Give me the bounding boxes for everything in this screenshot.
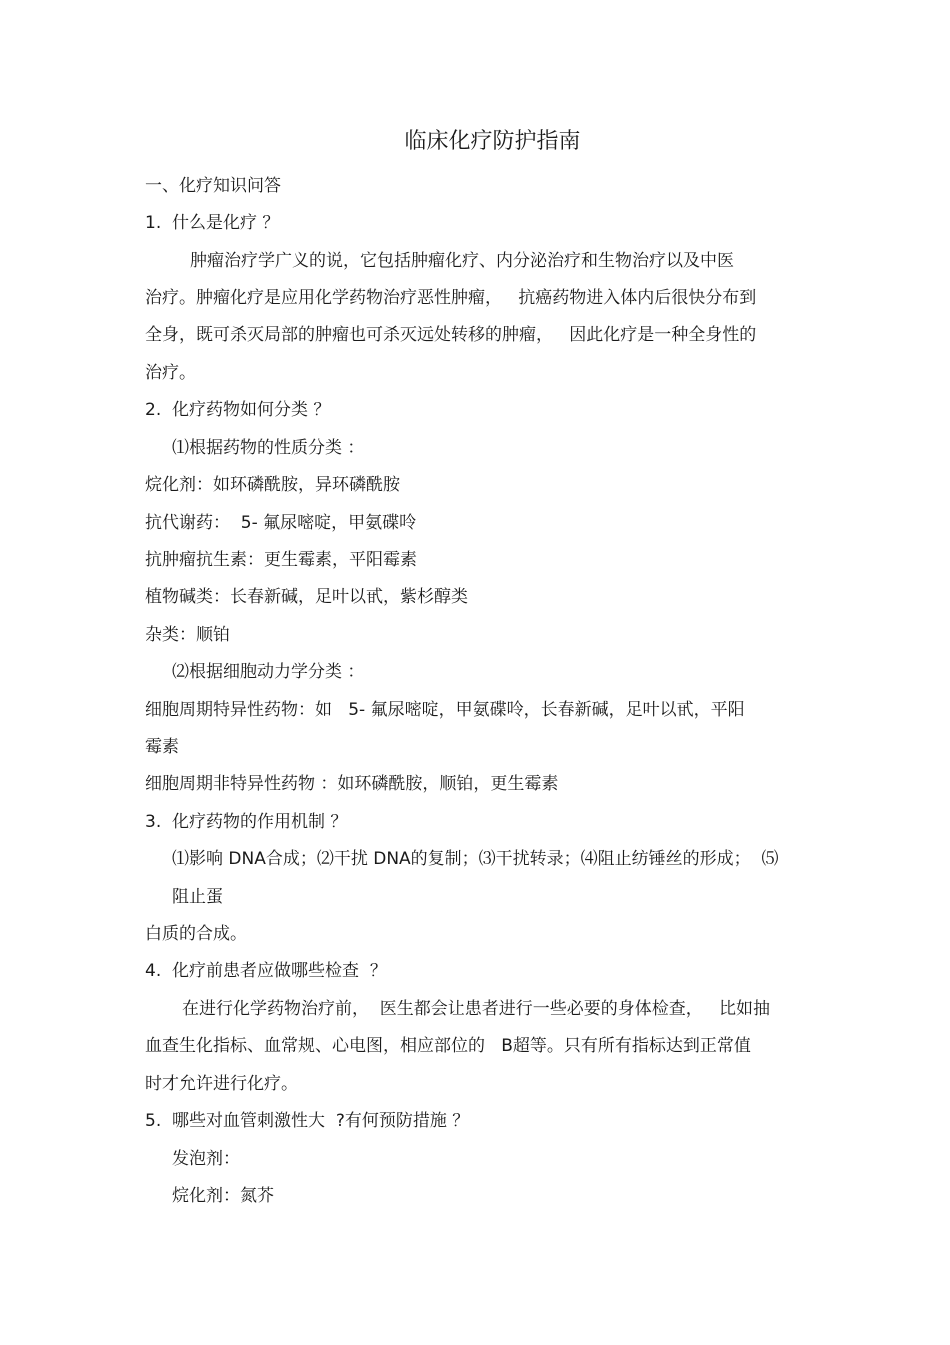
paragraph-line: 治疗。 [145, 363, 196, 383]
question-heading: 2. 化疗药物如何分类 ？ [145, 400, 331, 420]
subheading: ⑴根据药物的性质分类 ： [172, 438, 365, 458]
list-item: 抗代谢药： 5- 氟尿嘧啶，甲氨碟呤 [145, 513, 417, 533]
question-heading: 1. 什么是化疗 ？ [145, 213, 280, 233]
section-heading: 一、化疗知识问答 [145, 176, 281, 196]
paragraph-line: 肿瘤治疗学广义的说，它包括肿瘤化疗、内分泌治疗和生物治疗以及中医 [190, 251, 734, 271]
list-item: 烷化剂：如环磷酰胺，异环磷酰胺 [145, 475, 400, 495]
page-title: 临床化疗防护指南 [404, 129, 581, 154]
list-item: 细胞周期非特异性药物 ：如环磷酰胺，顺铂，更生霉素 [145, 774, 559, 794]
subheading: ⑵根据细胞动力学分类 ： [172, 662, 365, 682]
list-item: 发泡剂： [172, 1149, 240, 1169]
list-item: 霉素 [145, 737, 179, 757]
paragraph-line: 在进行化学药物治疗前， 医生都会让患者进行一些必要的身体检查， 比如抽 [182, 999, 771, 1019]
question-heading: 5. 哪些对血管刺激性大 ?有何预防措施 ？ [145, 1111, 470, 1131]
list-item: 植物碱类：长春新碱，足叶以甙，紫杉醇类 [145, 587, 468, 607]
list-item: 抗肿瘤抗生素：更生霉素，平阳霉素 [145, 550, 417, 570]
paragraph-line: ⑴影响 DNA合成；⑵干扰 DNA的复制；⑶干扰转录；⑷阻止纺锤丝的形成； ⑸ [172, 849, 779, 869]
question-heading: 3. 化疗药物的作用机制 ？ [145, 812, 348, 832]
list-item: 烷化剂：氮芥 [172, 1186, 274, 1206]
paragraph-line: 时才允许进行化疗。 [145, 1074, 298, 1094]
paragraph-line: 血查生化指标、血常规、心电图，相应部位的 B超等。只有所有指标达到正常值 [145, 1036, 751, 1056]
list-item: 细胞周期特异性药物：如 5- 氟尿嘧啶，甲氨碟呤，长春新碱，足叶以甙，平阳 [145, 700, 745, 720]
paragraph-line: 全身，既可杀灭局部的肿瘤也可杀灭远处转移的肿瘤， 因此化疗是一种全身性的 [145, 325, 757, 345]
question-heading: 4. 化疗前患者应做哪些检查 ？ [145, 961, 387, 981]
paragraph-line: 阻止蛋 [172, 887, 223, 907]
paragraph-line: 白质的合成。 [145, 924, 247, 944]
paragraph-line: 治疗。肿瘤化疗是应用化学药物治疗恶性肿瘤， 抗癌药物进入体内后很快分布到 [145, 288, 757, 308]
list-item: 杂类：顺铂 [145, 625, 230, 645]
